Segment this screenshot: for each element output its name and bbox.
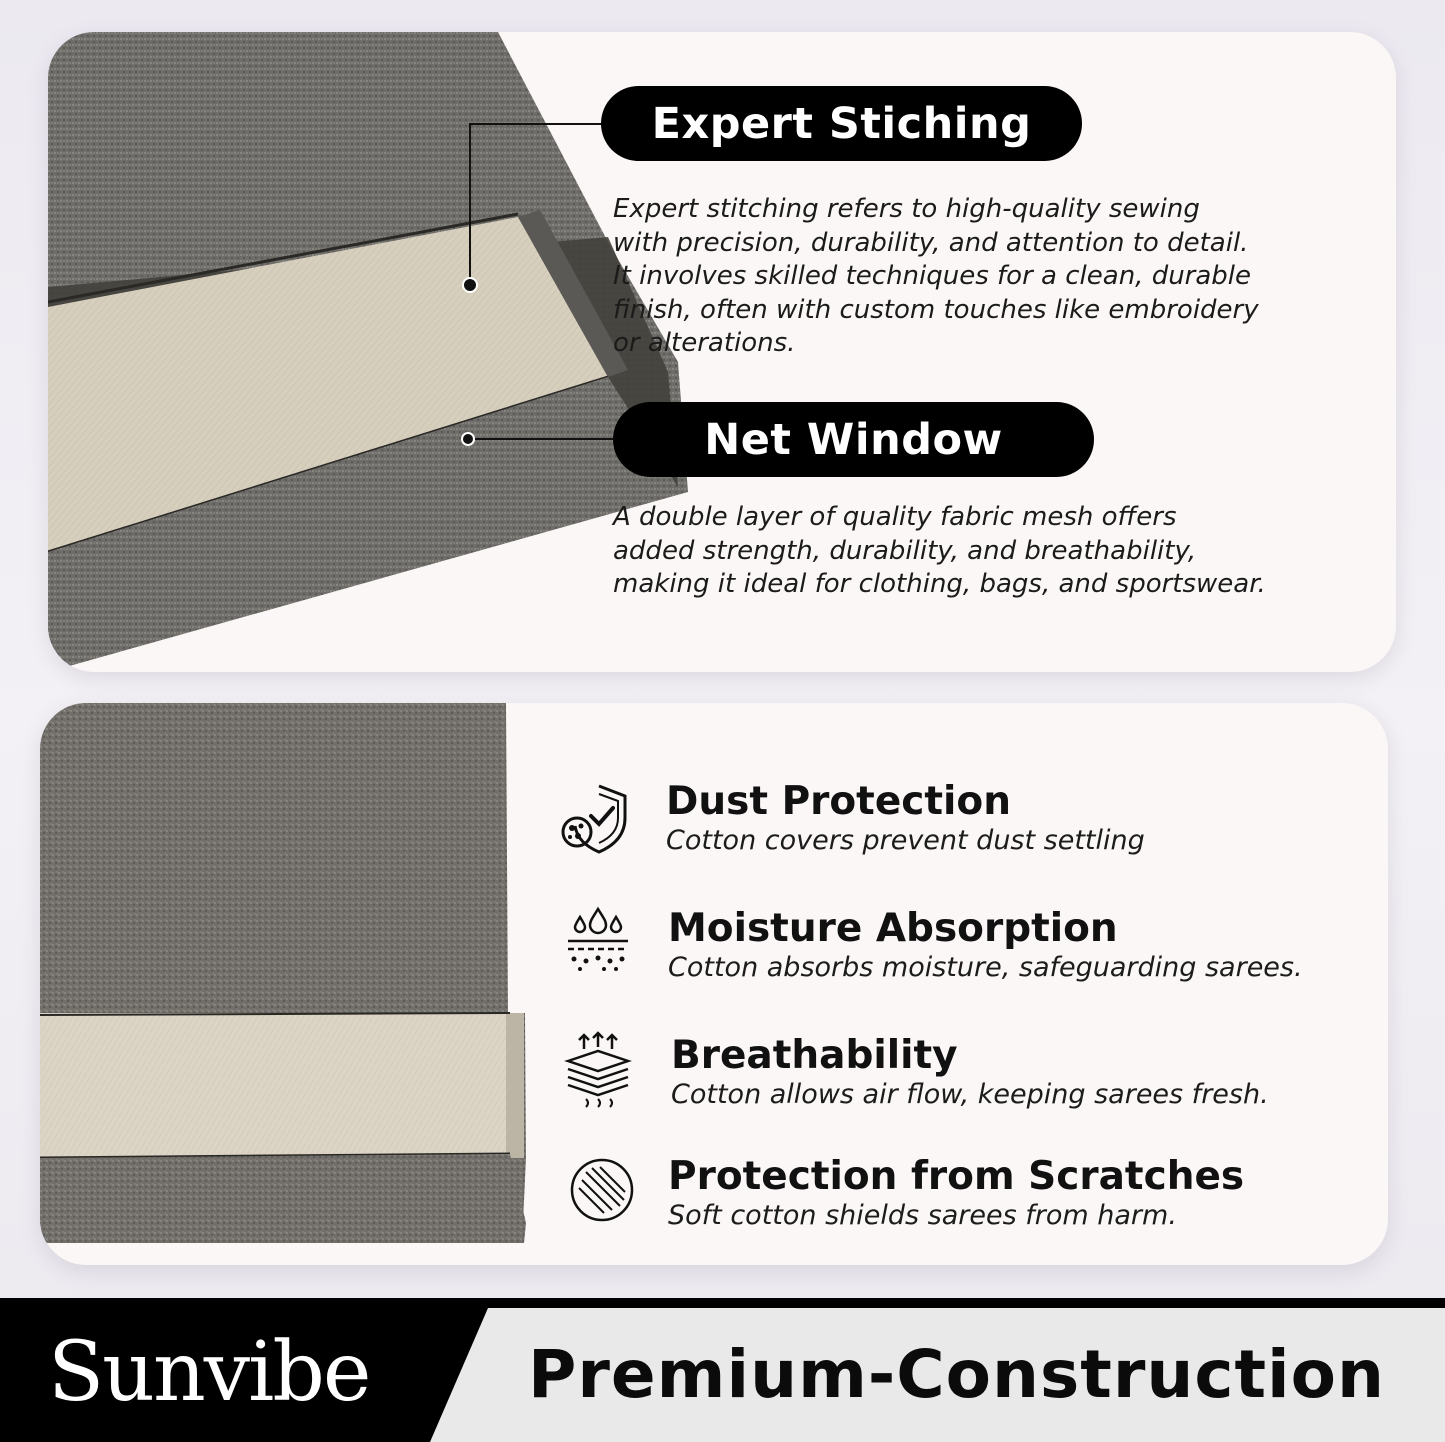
scratch-lines-icon bbox=[562, 1150, 642, 1230]
stitching-card bbox=[48, 32, 1396, 672]
feature-title: Protection from Scratches bbox=[668, 1154, 1245, 1199]
feature-moisture-absorption bbox=[668, 907, 1303, 985]
net-window-label: Net Window bbox=[613, 402, 1094, 477]
layers-airflow-icon bbox=[558, 1029, 638, 1109]
shield-check-icon bbox=[555, 778, 635, 858]
feature-title: Dust Protection bbox=[666, 779, 1011, 824]
feature-title: Breathability bbox=[671, 1033, 958, 1078]
brand-name: Sunvibe bbox=[48, 1325, 370, 1420]
callout-connector-lines bbox=[48, 32, 668, 492]
feature-dust-protection bbox=[666, 780, 1145, 858]
feature-protection-from-scratches bbox=[668, 1155, 1244, 1233]
feature-subtitle: Cotton covers prevent dust settling bbox=[666, 825, 1145, 856]
expert-stitching-description: Expert stitching refers to high-quality sewing with precision, durability, and attention to detail. It involves skilled techniques for a clean, durable finish, often with custom touches like embroidery or alterations. bbox=[613, 194, 1259, 358]
expert-stitching-label: Expert Stiching bbox=[601, 86, 1082, 161]
product-side-image bbox=[40, 703, 540, 1265]
water-drops-icon bbox=[558, 903, 638, 983]
feature-subtitle: Cotton absorbs moisture, safeguarding sarees. bbox=[668, 952, 1303, 983]
banner-tagline: Premium-Construction bbox=[528, 1336, 1385, 1413]
feature-subtitle: Cotton allows air flow, keeping sarees fresh. bbox=[671, 1079, 1269, 1110]
benefits-card bbox=[40, 703, 1388, 1265]
feature-subtitle: Soft cotton shields sarees from harm. bbox=[668, 1200, 1177, 1231]
feature-title: Moisture Absorption bbox=[668, 906, 1118, 951]
net-window-description: A double layer of quality fabric mesh offers added strength, durability, and breathability, making it ideal for clothing, bags, and sportswear. bbox=[613, 502, 1266, 599]
feature-breathability bbox=[671, 1034, 1269, 1112]
